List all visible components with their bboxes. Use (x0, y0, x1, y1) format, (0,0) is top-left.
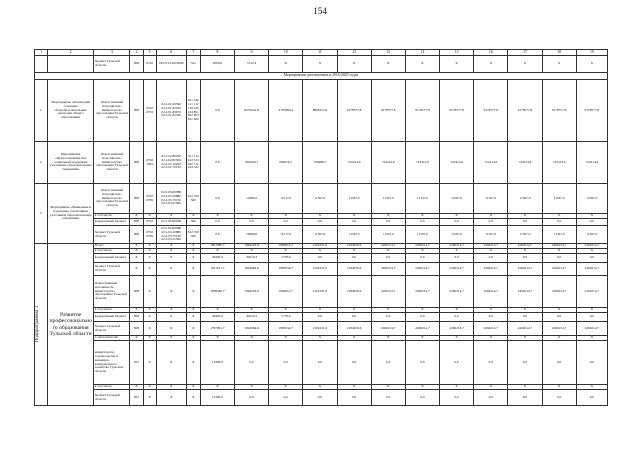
value-cell: 9178577,8 (508, 80, 542, 142)
table-row: Соисполнители: X X X X X X X X X X X X X X X X (35, 336, 608, 341)
value-cell: 0,0 (371, 254, 405, 263)
value-cell: 2260214,7 (371, 276, 405, 308)
grbs-code: 808 (130, 142, 143, 184)
value-cell: 11567,0 (474, 226, 508, 244)
value-cell: 2260214,7 (576, 322, 607, 336)
value-cell: 11567,0 (337, 184, 371, 214)
table-row: министерство строительства и жилищно-коммунального хозяйства Тульской области 827 X X X 13300,0 0,0 0,0 0,0 0,0 0,0 0,0 0,0 0,0 0,0 0,0 0,0 (35, 341, 608, 385)
value-cell: 11567,0 (405, 184, 439, 214)
value-cell: 2260214,7 (474, 244, 508, 249)
value-cell: 0,0 (235, 341, 269, 385)
value-cell: 2260214,7 (542, 276, 576, 308)
value-cell: 0,0 (371, 219, 405, 226)
value-cell: 2260214,7 (542, 263, 576, 276)
value-cell: 11567,0 (508, 226, 542, 244)
value-cell: 0,0 (405, 341, 439, 385)
value-cell: 0,0 (474, 341, 508, 385)
table-row (35, 226, 608, 244)
row-label: федеральный бюджет (94, 313, 130, 322)
grbs-code: 808 (130, 80, 143, 142)
value-cell: 9178577,8 (405, 80, 439, 142)
expense-code: 360 (186, 219, 200, 226)
col-number: 7 (186, 50, 200, 56)
col-number: 14 (405, 50, 439, 56)
value-cell: 0,0 (576, 254, 607, 263)
value-cell: 11567,0 (303, 226, 337, 244)
value-cell: 40495,0 (200, 313, 234, 322)
value-cell: 11567,0 (508, 184, 542, 214)
value-cell: 2184939,6 (337, 244, 371, 249)
value-cell: 8279424,8 (235, 80, 269, 142)
section-code: 0702 (143, 56, 156, 73)
value-cell: 0,0 (405, 254, 439, 263)
value-cell: 0,0 (337, 313, 371, 322)
col-number: 12 (337, 50, 371, 56)
subprogram-name: Развитие профессионального образования Тульской области (48, 244, 94, 406)
value-cell: 2184939,6 (337, 263, 371, 276)
value-cell: 11567,0 (576, 184, 607, 214)
value-cell: 722414,6 (508, 142, 542, 184)
value-cell: 0,0 (440, 390, 474, 406)
value-cell: 0,0 (200, 142, 234, 184)
value-cell: 0,0 (337, 341, 371, 385)
value-cell: 2260214,7 (405, 276, 439, 308)
row-label: Соисполнители: (94, 336, 130, 341)
col-number: 15 (440, 50, 474, 56)
table-row: федеральный бюджет X X X X 40495,0 39219,3 1778,0 0,0 0,0 0,0 0,0 0,0 0,0 0,0 0,0 0,0 (35, 254, 608, 263)
value-cell: 11567,0 (542, 184, 576, 214)
value-cell: 1797891,7 (200, 322, 234, 336)
grbs-code: 808 (130, 184, 143, 214)
value-cell: 722414,6 (474, 142, 508, 184)
value-cell: 2260214,7 (371, 263, 405, 276)
value-cell: 0,0 (576, 341, 607, 385)
value-cell: 2260214,7 (440, 244, 474, 249)
row-label: бюджет Тульской области (94, 226, 130, 244)
value-cell: 0,0 (405, 313, 439, 322)
row-number: 1. (35, 80, 48, 142)
value-cell: 2260214,7 (440, 276, 474, 308)
value-cell: 2260214,7 (576, 244, 607, 249)
value-cell: 1824984,6 (235, 322, 269, 336)
value-cell: 1824984,6 (235, 263, 269, 276)
value-cell: 0,0 (371, 313, 405, 322)
value-cell: 0,0 (235, 219, 269, 226)
value-cell: 2260214,7 (371, 244, 405, 249)
value-cell: 2260214,7 (474, 322, 508, 336)
table-row (35, 184, 608, 214)
section-code: 0702 0709 (143, 226, 156, 244)
value-cell: 2260214,7 (440, 322, 474, 336)
value-cell: 0,0 (576, 313, 607, 322)
value-cell: 11567,0 (303, 184, 337, 214)
value-cell: 0,0 (542, 341, 576, 385)
value-cell: 0,0 (508, 341, 542, 385)
value-cell: 0,0 (235, 390, 269, 406)
value-cell: 0,0 (576, 390, 607, 406)
value-cell: 9178577,8 (337, 80, 371, 142)
value-cell: 11567,0 (440, 226, 474, 244)
value-cell: 0,0 (269, 390, 303, 406)
value-cell: 13300,0 (200, 341, 234, 385)
grbs-code: 808 (130, 313, 143, 322)
value-cell: 2260214,7 (474, 276, 508, 308)
value-cell: 0,0 (200, 80, 234, 142)
col-number: 4 (130, 50, 143, 56)
value-cell: 1864203,9 (235, 244, 269, 249)
section-code: 0702 (143, 219, 156, 226)
grbs-code: 808 (130, 322, 143, 336)
table-row: в том числе: X X X X X X X X X X X X X X X X (35, 214, 608, 219)
value-cell: 0,0 (576, 219, 607, 226)
value-cell: 11567,0 (337, 226, 371, 244)
value-cell: 0,0 (440, 341, 474, 385)
grbs-code: 808 (130, 226, 143, 244)
expense-code: 612 350 360 (186, 226, 200, 244)
value-cell: 2260214,7 (542, 244, 576, 249)
value-cell: 0,0 (542, 390, 576, 406)
page-number: 154 (313, 6, 327, 16)
value-cell: 0,0 (405, 219, 439, 226)
col-number: 17 (508, 50, 542, 56)
target-code: 02.2.03.R0880 02.2.03.20880 02.2.03.70150 02.2.03.21560 (156, 226, 186, 244)
value-cell: 1778,0 (269, 313, 303, 322)
value-cell: 40495,0 (200, 254, 234, 263)
value-cell: 9178577,8 (440, 80, 474, 142)
value-cell: 0,0 (269, 341, 303, 385)
row-label: министерство строительства и жилищно-коммунального хозяйства Тульской области (94, 341, 130, 385)
section-code: 0702 0709 (143, 184, 156, 214)
activity-name: Мероприятие «Выявление и поддержка талантливых участников образовательных отношений» (48, 184, 94, 244)
budget-table (34, 49, 608, 406)
value-cell: 722414,6 (576, 142, 607, 184)
row-label: Ответственный исполнитель: министерство образования Тульской области (94, 276, 130, 308)
row-label: федеральный бюджет (94, 219, 130, 226)
value-cell: 11689,6 (235, 184, 269, 214)
value-cell: 1883034,7 (269, 263, 303, 276)
table-row: бюджет Тульской области 808 0702 0227013 0225069 322 6500,0 5152,4 X X X X X X X X X X (35, 56, 608, 73)
activity-name: Мероприятие «Реализация основных общеобразовательных программ общего образования» (48, 80, 94, 142)
value-cell: 2260214,7 (576, 263, 607, 276)
row-number: 2. (35, 142, 48, 184)
subprogram-label: Подпрограмма 3 (33, 306, 40, 343)
row-label: в том числе: (94, 385, 130, 390)
subprogram-label-cell (35, 244, 48, 406)
grbs-code: 808 (130, 276, 143, 308)
col-number: 16 (474, 50, 508, 56)
value-cell: 39219,3 (235, 254, 269, 263)
row-label: федеральный бюджет (94, 254, 130, 263)
value-cell: 722414,6 (440, 142, 474, 184)
value-cell: 5152,4 (235, 56, 269, 73)
value-cell: 2101631,0 (303, 263, 337, 276)
expense-code: 322 (186, 56, 200, 73)
value-cell: 1851080,7 (200, 244, 234, 249)
value-cell: 2260214,7 (508, 263, 542, 276)
table-row: Ответственный исполнитель: министерство образования Тульской области 808 X X X 1838586,7 1864203,9 1884812,7 2101631,0 2184939,6 2260214,7 2260214,7 2260214,7 2260214,7 2260214,7 2260214,7 2260214,7 (35, 276, 608, 308)
value-cell: 2260214,7 (405, 244, 439, 249)
row-label: бюджет Тульской области (94, 322, 130, 336)
value-cell: 0,0 (508, 254, 542, 263)
value-cell: 0,0 (440, 254, 474, 263)
value-cell: 2101631,0 (303, 276, 337, 308)
table-row (35, 219, 608, 226)
executor: Ответственный исполнитель: министерство образования Тульской области (94, 184, 130, 214)
row-label: в том числе: (94, 214, 130, 219)
budget-source: бюджет Тульской области (94, 56, 130, 73)
expense-code: 612 350 360 (186, 184, 200, 214)
value-cell: 2260214,7 (405, 322, 439, 336)
target-code: 02.2.01.00590 02.2.01.82910 02.2.01.80670 02.2.01.82520 (156, 80, 186, 142)
value-cell: 0,0 (371, 341, 405, 385)
value-cell: 0,0 (303, 390, 337, 406)
row-label: в том числе: (94, 249, 130, 254)
section-code: 0702 1003 (143, 142, 156, 184)
table-row: Подпрограмма 3 Развитие профессионального образования Тульской области Всего: X X X X 1851080,7 1864203,9 1884812,7 2101631,0 2184939,6 2260214,7 2260214,7 2260214,7 2260214,7 2260214,7 2260214,7 2260214,7 (35, 244, 608, 249)
target-code: 0227013 0225069 (156, 56, 186, 73)
value-cell: 1884812,7 (269, 244, 303, 249)
value-cell: 9197883,4 (269, 80, 303, 142)
value-cell: 0,0 (200, 184, 234, 214)
value-cell: 11517,0 (269, 226, 303, 244)
value-cell: 0,0 (508, 313, 542, 322)
target-code: 02.2.03.R0880 (156, 219, 186, 226)
target-code: 02.2.03.R0880 02.2.03.20880 02.2.03.70150 02.2.03.21560 (156, 184, 186, 214)
value-cell: 694056,1 (269, 142, 303, 184)
value-cell: 2260214,7 (508, 244, 542, 249)
col-number: 5 (143, 50, 156, 56)
value-cell: 722414,6 (405, 142, 439, 184)
value-cell: 1864203,9 (235, 276, 269, 308)
value-cell: 2101631,0 (303, 244, 337, 249)
value-cell: 0,0 (303, 254, 337, 263)
value-cell: 0,0 (337, 219, 371, 226)
value-cell: 1884812,7 (269, 276, 303, 308)
expense-code: 321 112 612 313 622 111 244 322 (186, 142, 200, 184)
value-cell: 6500,0 (200, 56, 234, 73)
value-cell: 2260214,7 (440, 263, 474, 276)
value-cell: 0,0 (371, 390, 405, 406)
col-number: 11 (303, 50, 337, 56)
value-cell: 13300,0 (200, 390, 234, 406)
value-cell: 9178577,8 (542, 80, 576, 142)
col-number: 2 (48, 50, 94, 56)
value-cell: 0,0 (542, 313, 576, 322)
value-cell: 0,0 (337, 254, 371, 263)
value-cell: 2101631,0 (303, 322, 337, 336)
value-cell: 0,0 (474, 313, 508, 322)
value-cell: 11567,0 (371, 226, 405, 244)
value-cell: 11567,0 (474, 184, 508, 214)
table-row (35, 142, 608, 184)
row-label: Всего: (94, 244, 130, 249)
value-cell: 0,0 (200, 219, 234, 226)
value-cell: 8806353,9 (303, 80, 337, 142)
value-cell: 722414,6 (542, 142, 576, 184)
value-cell: 0,0 (405, 390, 439, 406)
value-cell: 0,0 (542, 254, 576, 263)
col-number: 8 (200, 50, 234, 56)
value-cell: 0,0 (474, 219, 508, 226)
value-cell: 11567,0 (542, 226, 576, 244)
value-cell: 2260214,7 (508, 322, 542, 336)
table-row: бюджет Тульской области 827 X X X 13300,0 0,0 0,0 0,0 0,0 0,0 0,0 0,0 0,0 0,0 0,0 0,0 (35, 390, 608, 406)
row-label: бюджет Тульской области (94, 390, 130, 406)
value-cell: 0,0 (508, 390, 542, 406)
value-cell: 9178577,8 (371, 80, 405, 142)
value-cell: 10089,6 (235, 226, 269, 244)
value-cell: 0,0 (337, 390, 371, 406)
col-number: 3 (94, 50, 130, 56)
col-number: 1 (35, 50, 48, 56)
value-cell: 2260214,7 (474, 263, 508, 276)
table-row: в том числе: X X X X X X X X X X X X X X X X (35, 249, 608, 254)
value-cell: 2260214,7 (542, 322, 576, 336)
value-cell: 1838586,7 (200, 276, 234, 308)
value-cell: 0,0 (303, 219, 337, 226)
grbs-code: 808 (130, 219, 143, 226)
col-number: 9 (235, 50, 269, 56)
value-cell: 2184939,6 (337, 322, 371, 336)
value-cell: 0,0 (200, 226, 234, 244)
expense-code: 611 320 111 112 119 243 244 851 852 853 621 622 (186, 80, 200, 142)
value-cell: 662906,1 (235, 142, 269, 184)
value-cell: 2260214,7 (371, 322, 405, 336)
col-number: 19 (576, 50, 607, 56)
section-code: 0702 0703 (143, 80, 156, 142)
value-cell: 39219,3 (235, 313, 269, 322)
col-number: 10 (269, 50, 303, 56)
value-cell: 722414,6 (371, 142, 405, 184)
grbs-code: 827 (130, 341, 143, 385)
row-number: 3. (35, 184, 48, 244)
executor: Ответственный исполнитель: министерство образования Тульской области (94, 80, 130, 142)
table-row: в том числе: X X X X X X X X X X X X X X X X (35, 308, 608, 313)
activity-name: Мероприятие «Предоставление мер социальной поддержки участникам образовательных отношений» (48, 142, 94, 184)
value-cell: 9178577,8 (474, 80, 508, 142)
value-cell: 0,0 (440, 313, 474, 322)
value-cell: 2260214,7 (576, 276, 607, 308)
value-cell: 11567,0 (405, 226, 439, 244)
value-cell: 11517,0 (269, 184, 303, 214)
value-cell: 2184939,6 (337, 276, 371, 308)
row-label: бюджет Тульской области (94, 263, 130, 276)
col-number: 6 (156, 50, 186, 56)
value-cell: 0,0 (303, 313, 337, 322)
value-cell: 2260214,7 (405, 263, 439, 276)
value-cell: 722414,6 (337, 142, 371, 184)
col-number: 18 (542, 50, 576, 56)
value-cell: 0,0 (474, 254, 508, 263)
value-cell: 1811191,7 (200, 263, 234, 276)
row-label: в том числе: (94, 308, 130, 313)
grbs-code: 827 (130, 390, 143, 406)
value-cell: 709288,7 (303, 142, 337, 184)
table-row: в том числе: X X X X X X X X X X X X X X X X (35, 385, 608, 390)
value-cell: 1883034,7 (269, 322, 303, 336)
value-cell: 0,0 (542, 219, 576, 226)
value-cell: 0,0 (474, 390, 508, 406)
value-cell: 0,0 (440, 219, 474, 226)
value-cell: 0,0 (269, 219, 303, 226)
value-cell: 1778,0 (269, 254, 303, 263)
table-row: бюджет Тульской области X X X X 1811191,7 1824984,6 1883034,7 2101631,0 2184939,6 2260214,7 2260214,7 2260214,7 2260214,7 2260214,7 2260214,7 2260214,7 (35, 263, 608, 276)
value-cell: 11567,0 (440, 184, 474, 214)
value-cell: 11567,0 (576, 226, 607, 244)
value-cell: 0,0 (303, 341, 337, 385)
section-band-row (35, 73, 608, 80)
target-code: 02.2.02.80250 02.2.02.82500 02.2.02.10250 02.2.02.70150 (156, 142, 186, 184)
executor: Ответственный исполнитель: министерство образования Тульской области (94, 142, 130, 184)
grbs-code: 808 (130, 56, 143, 73)
section-band: Мероприятия, реализуемые в 2016-2025 годах (35, 73, 608, 80)
col-number: 13 (371, 50, 405, 56)
value-cell: 11567,0 (371, 184, 405, 214)
value-cell: 9178577,8 (576, 80, 607, 142)
value-cell: 2260214,7 (508, 276, 542, 308)
table-row: федеральный бюджет 808 X X X 40495,0 39219,3 1778,0 0,0 0,0 0,0 0,0 0,0 0,0 0,0 0,0 0,0 (35, 313, 608, 322)
table-row: бюджет Тульской области 808 X X X 1797891,7 1824984,6 1883034,7 2101631,0 2184939,6 2260214,7 2260214,7 2260214,7 2260214,7 2260214,7 2260214,7 2260214,7 (35, 322, 608, 336)
value-cell: 0,0 (508, 219, 542, 226)
table-row (35, 80, 608, 142)
